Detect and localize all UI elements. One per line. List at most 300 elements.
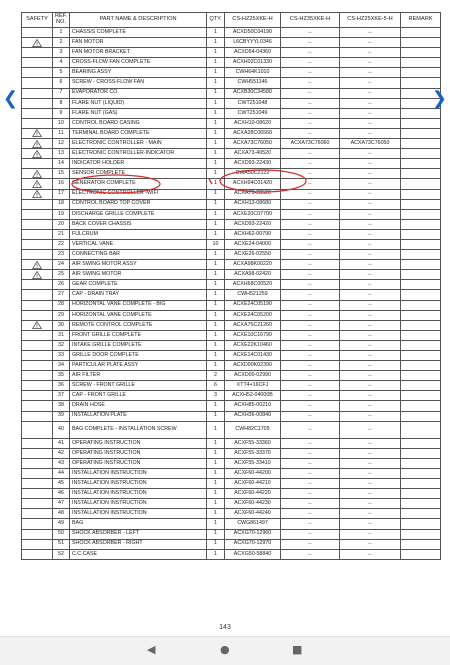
part-no-cell: ← xyxy=(281,189,340,199)
remark-cell xyxy=(401,401,441,411)
safety-cell xyxy=(22,381,53,391)
remark-cell xyxy=(401,391,441,401)
part-no-cell: ACXF60-44200 xyxy=(225,468,281,478)
part-no-cell: ← xyxy=(340,421,401,438)
part-no-cell: ← xyxy=(281,219,340,229)
remark-cell xyxy=(401,169,441,179)
ref-cell: 27 xyxy=(53,290,70,300)
table-row xyxy=(22,179,441,189)
ref-cell: 14 xyxy=(53,159,70,169)
part-no-cell: ACXA73C76060 xyxy=(281,139,340,149)
ref-cell: 37 xyxy=(53,391,70,401)
table-row xyxy=(22,448,441,458)
remark-cell xyxy=(401,280,441,290)
part-no-cell: ← xyxy=(281,421,340,438)
part-no-cell: CWH551146 xyxy=(225,78,281,88)
table-row xyxy=(22,320,441,330)
part-name-cell: HORIZONTAL VANE COMPLETE - BIG xyxy=(70,300,207,310)
safety-cell xyxy=(22,529,53,539)
safety-cell xyxy=(22,519,53,529)
ref-cell: 46 xyxy=(53,489,70,499)
part-no-cell: ACXE14C01430 xyxy=(225,351,281,361)
part-no-cell: ← xyxy=(340,48,401,58)
part-no-cell: ← xyxy=(340,209,401,219)
ref-cell: 31 xyxy=(53,330,70,340)
part-no-cell: ← xyxy=(340,199,401,209)
safety-cell xyxy=(22,310,53,320)
part-no-cell: ACXH52-04000B xyxy=(225,391,281,401)
part-name-cell: DRAIN HOSE xyxy=(70,401,207,411)
part-name-cell: SHOCK ABSORBER - LEFT xyxy=(70,529,207,539)
remark-cell xyxy=(401,411,441,421)
table-row xyxy=(22,351,441,361)
remark-cell xyxy=(401,320,441,330)
header-model-1: CS-HZ25XKE-H xyxy=(225,13,281,28)
part-name-cell: ELECTRONIC CONTROLLER -WIFI xyxy=(70,189,207,199)
part-no-cell: ← xyxy=(281,58,340,68)
remark-cell xyxy=(401,381,441,391)
system-navigation-bar xyxy=(0,636,450,665)
part-name-cell: BEARING ASSY xyxy=(70,68,207,78)
part-no-cell: ← xyxy=(281,411,340,421)
remark-cell xyxy=(401,38,441,48)
part-no-cell: ← xyxy=(340,88,401,98)
part-no-cell: ← xyxy=(340,159,401,169)
remark-cell xyxy=(401,499,441,509)
ref-cell: 8 xyxy=(53,98,70,108)
table-row xyxy=(22,411,441,421)
safety-cell xyxy=(22,320,53,330)
remark-cell xyxy=(401,448,441,458)
safety-cell xyxy=(22,58,53,68)
part-no-cell: ACXG50-58840 xyxy=(225,549,281,559)
remark-cell xyxy=(401,509,441,519)
safety-cell xyxy=(22,509,53,519)
ref-cell: 50 xyxy=(53,529,70,539)
part-no-cell: ← xyxy=(340,169,401,179)
part-name-cell: REMOTE CONTROL COMPLETE xyxy=(70,320,207,330)
ref-cell: 20 xyxy=(53,219,70,229)
qty-cell: 10 xyxy=(207,239,225,249)
ref-cell: 24 xyxy=(53,260,70,270)
part-no-cell: ACXE10C16790 xyxy=(225,330,281,340)
part-no-cell: ← xyxy=(340,411,401,421)
part-no-cell: ← xyxy=(340,458,401,468)
part-no-cell: ← xyxy=(340,438,401,448)
qty-cell: 1 xyxy=(207,128,225,138)
warning-triangle-icon xyxy=(32,151,42,157)
qty-cell: 1 xyxy=(207,499,225,509)
remark-cell xyxy=(401,468,441,478)
safety-cell xyxy=(22,411,53,421)
ref-cell: 22 xyxy=(53,239,70,249)
part-no-cell: ← xyxy=(340,330,401,340)
table-row xyxy=(22,458,441,468)
warning-triangle-icon xyxy=(32,181,42,187)
qty-cell: 1 xyxy=(207,219,225,229)
qty-cell: 1 xyxy=(207,401,225,411)
part-no-cell: ← xyxy=(281,48,340,58)
part-no-cell: ACXH10-08620 xyxy=(225,118,281,128)
part-name-cell: BAG COMPLETE - INSTALLATION SCREW xyxy=(70,421,207,438)
part-name-cell: CHASSIS COMPLETE xyxy=(70,28,207,38)
ref-cell: 52 xyxy=(53,549,70,559)
part-no-cell: ACXA28C06560 xyxy=(225,128,281,138)
safety-cell xyxy=(22,468,53,478)
table-row xyxy=(22,401,441,411)
remark-cell xyxy=(401,128,441,138)
part-no-cell: ← xyxy=(281,159,340,169)
safety-cell xyxy=(22,438,53,448)
part-name-cell: INSTALLATION PLATE xyxy=(70,411,207,421)
safety-cell xyxy=(22,549,53,559)
part-name-cell: VERTICAL VANE xyxy=(70,239,207,249)
part-no-cell: ← xyxy=(281,169,340,179)
safety-cell xyxy=(22,421,53,438)
remark-cell xyxy=(401,539,441,549)
part-no-cell: ACXA75C21260 xyxy=(225,320,281,330)
part-no-cell: ← xyxy=(340,468,401,478)
remark-cell xyxy=(401,519,441,529)
table-row xyxy=(22,98,441,108)
ref-cell: 25 xyxy=(53,270,70,280)
warning-triangle-icon xyxy=(32,323,42,329)
part-no-cell: ← xyxy=(340,128,401,138)
part-no-cell: ACXE26-02550 xyxy=(225,250,281,260)
part-no-cell: ← xyxy=(340,219,401,229)
qty-cell: 1 xyxy=(207,340,225,350)
remark-cell xyxy=(401,421,441,438)
qty-cell: 1 xyxy=(207,118,225,128)
part-no-cell: ACXG70-12970 xyxy=(225,539,281,549)
table-row xyxy=(22,128,441,138)
part-no-cell: ← xyxy=(340,310,401,320)
part-no-cell: ← xyxy=(340,28,401,38)
qty-cell: 1 xyxy=(207,351,225,361)
table-header-row xyxy=(22,13,441,28)
part-no-cell: ACXE22K10460 xyxy=(225,340,281,350)
part-no-cell: ← xyxy=(281,209,340,219)
qty-cell: 1 xyxy=(207,300,225,310)
part-no-cell: ← xyxy=(340,391,401,401)
part-no-cell: ← xyxy=(281,519,340,529)
table-row xyxy=(22,38,441,48)
ref-cell: 44 xyxy=(53,468,70,478)
part-no-cell: ← xyxy=(281,88,340,98)
part-name-cell: ELECTRONIC CONTROLLER - MAIN xyxy=(70,139,207,149)
remark-cell xyxy=(401,479,441,489)
ref-cell: 45 xyxy=(53,479,70,489)
ref-cell: 9 xyxy=(53,108,70,118)
remark-cell xyxy=(401,458,441,468)
qty-cell: 1 xyxy=(207,270,225,280)
ref-cell: 32 xyxy=(53,340,70,350)
remark-cell xyxy=(401,250,441,260)
part-no-cell: ACXH85-00210 xyxy=(225,401,281,411)
part-no-cell: ← xyxy=(281,68,340,78)
ref-cell: 40 xyxy=(53,421,70,438)
part-name-cell: EVAPORATOR CO. xyxy=(70,88,207,98)
ref-cell: 49 xyxy=(53,519,70,529)
part-name-cell: GENERATOR COMPLETE xyxy=(70,179,207,189)
part-name-cell: OPERATING INSTRUCTION xyxy=(70,458,207,468)
part-no-cell: L6CBYYYL0346 xyxy=(225,38,281,48)
part-no-cell: ACXH94C01420 xyxy=(225,179,281,189)
qty-cell: 1 xyxy=(207,458,225,468)
part-no-cell: CWH64K1010 xyxy=(225,68,281,78)
part-name-cell: SHOCK ABSORBER - RIGHT xyxy=(70,539,207,549)
table-row xyxy=(22,78,441,88)
remark-cell xyxy=(401,340,441,350)
table-row xyxy=(22,270,441,280)
part-no-cell: ACXF55-33370 xyxy=(225,448,281,458)
qty-cell: 1 xyxy=(207,320,225,330)
part-name-cell: OPERATING INSTRUCTION xyxy=(70,448,207,458)
part-no-cell: ← xyxy=(340,149,401,159)
part-no-cell: ← xyxy=(281,351,340,361)
part-no-cell: ← xyxy=(281,340,340,350)
safety-cell xyxy=(22,458,53,468)
table-row xyxy=(22,139,441,149)
part-no-cell: ← xyxy=(340,479,401,489)
part-no-cell: ← xyxy=(281,28,340,38)
part-no-cell: ACXF60-44210 xyxy=(225,479,281,489)
safety-cell xyxy=(22,98,53,108)
part-no-cell: ACXA73-28520 xyxy=(225,189,281,199)
table-row xyxy=(22,149,441,159)
ref-cell: 16 xyxy=(53,179,70,189)
chevron-left-icon[interactable]: ❮ xyxy=(3,88,19,109)
qty-cell: 1 xyxy=(207,199,225,209)
chevron-right-icon[interactable]: ❯ xyxy=(431,88,447,109)
qty-cell: 1 xyxy=(207,98,225,108)
safety-cell xyxy=(22,371,53,381)
header-remark: REMARK xyxy=(401,13,441,28)
part-no-cell: ← xyxy=(281,330,340,340)
part-name-cell: SCREW - FRONT GRILLE xyxy=(70,381,207,391)
table-row xyxy=(22,529,441,539)
remark-cell xyxy=(401,199,441,209)
qty-cell: 1 xyxy=(207,310,225,320)
part-no-cell: ← xyxy=(281,38,340,48)
part-no-cell: ACXD00-02990 xyxy=(225,371,281,381)
qty-cell: 1 xyxy=(207,539,225,549)
part-name-cell: CONTROL BOARD TOP COVER xyxy=(70,199,207,209)
part-no-cell: ACXA73-40520 xyxy=(225,149,281,159)
table-row xyxy=(22,330,441,340)
part-name-cell: FAN MOTOR BRACKET xyxy=(70,48,207,58)
home-icon[interactable]: ● xyxy=(220,643,230,656)
remark-cell xyxy=(401,300,441,310)
part-no-cell: CWA50C2122 xyxy=(225,169,281,179)
table-row xyxy=(22,290,441,300)
qty-cell: 1 xyxy=(207,68,225,78)
back-icon[interactable]: ◀ xyxy=(147,643,156,656)
qty-cell: 1 xyxy=(207,448,225,458)
ref-cell: 11 xyxy=(53,128,70,138)
remark-cell xyxy=(401,108,441,118)
safety-cell xyxy=(22,260,53,270)
qty-cell: 1 xyxy=(207,149,225,159)
safety-cell xyxy=(22,169,53,179)
part-name-cell: ELECTRONIC CONTROLLER-INDICATOR xyxy=(70,149,207,159)
safety-cell xyxy=(22,199,53,209)
part-name-cell: INSTALLATION INSTRUCTION xyxy=(70,499,207,509)
qty-cell: 1 xyxy=(207,139,225,149)
header-safety: SAFETY xyxy=(22,13,53,28)
part-no-cell: ← xyxy=(340,320,401,330)
safety-cell xyxy=(22,229,53,239)
remark-cell xyxy=(401,78,441,88)
ref-cell: 6 xyxy=(53,78,70,88)
part-no-cell: ← xyxy=(340,351,401,361)
safety-cell xyxy=(22,48,53,58)
part-no-cell: ACXF60-44220 xyxy=(225,489,281,499)
part-name-cell: BAG xyxy=(70,519,207,529)
part-name-cell: PARTICULAR PLATE ASSY xyxy=(70,361,207,371)
part-name-cell: BACK COVER CHASSIS xyxy=(70,219,207,229)
part-no-cell: CWH82C1705 xyxy=(225,421,281,438)
part-no-cell: ← xyxy=(340,300,401,310)
warning-triangle-icon xyxy=(32,191,42,197)
table-row xyxy=(22,229,441,239)
part-no-cell: ← xyxy=(281,361,340,371)
part-no-cell: ← xyxy=(340,270,401,280)
part-no-cell: ← xyxy=(340,539,401,549)
part-no-cell: ← xyxy=(281,448,340,458)
part-name-cell: CONTROL BOARD CASING xyxy=(70,118,207,128)
ref-cell: 36 xyxy=(53,381,70,391)
parts-table xyxy=(21,12,441,560)
qty-cell: 2 xyxy=(207,371,225,381)
ref-cell: 12 xyxy=(53,139,70,149)
part-no-cell: ACXD50C04190 xyxy=(225,28,281,38)
part-no-cell: ACXA98K00220 xyxy=(225,260,281,270)
part-no-cell: ACXH68C00520 xyxy=(225,280,281,290)
table-row xyxy=(22,199,441,209)
part-no-cell: ACXD90K02390 xyxy=(225,361,281,371)
safety-cell xyxy=(22,209,53,219)
part-no-cell: ← xyxy=(340,371,401,381)
part-no-cell: ACXF60-44230 xyxy=(225,499,281,509)
part-no-cell: ← xyxy=(340,260,401,270)
ref-cell: 29 xyxy=(53,310,70,320)
warning-triangle-icon xyxy=(32,171,42,177)
remark-cell xyxy=(401,529,441,539)
table-row xyxy=(22,219,441,229)
part-no-cell: ← xyxy=(340,509,401,519)
qty-cell: 1 xyxy=(207,361,225,371)
remark-cell xyxy=(401,229,441,239)
remark-cell xyxy=(401,209,441,219)
safety-cell xyxy=(22,78,53,88)
part-name-cell: DISCHARGE GRILLE COMPLETE xyxy=(70,209,207,219)
part-name-cell: HORIZONTAL VANE COMPLETE xyxy=(70,310,207,320)
safety-cell xyxy=(22,250,53,260)
table-row xyxy=(22,280,441,290)
warning-triangle-icon xyxy=(32,131,42,137)
part-no-cell: ← xyxy=(281,549,340,559)
table-row xyxy=(22,108,441,118)
qty-cell: 1 xyxy=(207,159,225,169)
part-no-cell: ← xyxy=(340,58,401,68)
recents-icon[interactable]: ■ xyxy=(292,643,303,656)
remark-cell xyxy=(401,361,441,371)
safety-cell xyxy=(22,38,53,48)
part-no-cell: ← xyxy=(340,189,401,199)
part-no-cell: ← xyxy=(281,401,340,411)
part-no-cell: ← xyxy=(281,320,340,330)
part-no-cell: ← xyxy=(281,458,340,468)
table-row xyxy=(22,28,441,38)
table-row xyxy=(22,391,441,401)
remark-cell xyxy=(401,489,441,499)
ref-cell: 2 xyxy=(53,38,70,48)
qty-cell: 1 xyxy=(207,411,225,421)
qty-cell: 1 xyxy=(207,250,225,260)
remark-cell xyxy=(401,371,441,381)
part-name-cell: CONNECTING BAR xyxy=(70,250,207,260)
part-no-cell: CWT251048 xyxy=(225,98,281,108)
part-no-cell: ← xyxy=(281,78,340,88)
part-name-cell: INDICATOR HOLDER xyxy=(70,159,207,169)
remark-cell xyxy=(401,310,441,320)
part-name-cell: TERMINAL BOARD COMPLETE xyxy=(70,128,207,138)
ref-cell: 28 xyxy=(53,300,70,310)
table-row xyxy=(22,189,441,199)
remark-cell xyxy=(401,260,441,270)
safety-cell xyxy=(22,280,53,290)
part-no-cell: ACXA73C76050 xyxy=(225,139,281,149)
ref-cell: 21 xyxy=(53,229,70,239)
ref-cell: 33 xyxy=(53,351,70,361)
safety-cell xyxy=(22,28,53,38)
part-no-cell: ACXF55-33360 xyxy=(225,438,281,448)
ref-cell: 47 xyxy=(53,499,70,509)
part-no-cell: XTT4+16CFJ xyxy=(225,381,281,391)
part-no-cell: ← xyxy=(340,280,401,290)
safety-cell xyxy=(22,489,53,499)
part-no-cell: ← xyxy=(340,381,401,391)
qty-cell: 1 xyxy=(207,108,225,118)
part-no-cell: ← xyxy=(281,310,340,320)
part-no-cell: ← xyxy=(340,549,401,559)
ref-cell: 51 xyxy=(53,539,70,549)
ref-cell: 19 xyxy=(53,209,70,219)
table-row xyxy=(22,468,441,478)
part-no-cell: ← xyxy=(281,489,340,499)
part-name-cell: INSTALLATION INSTRUCTION xyxy=(70,509,207,519)
table-row xyxy=(22,118,441,128)
qty-cell: 1 xyxy=(207,509,225,519)
qty-cell: 1 xyxy=(207,169,225,179)
ref-cell: 23 xyxy=(53,250,70,260)
part-no-cell: ACXE24C05190 xyxy=(225,300,281,310)
header-qty: QTY. xyxy=(207,13,225,28)
remark-cell xyxy=(401,330,441,340)
ref-cell: 42 xyxy=(53,448,70,458)
ref-cell: 13 xyxy=(53,149,70,159)
remark-cell xyxy=(401,159,441,169)
part-no-cell: ← xyxy=(281,479,340,489)
safety-cell xyxy=(22,401,53,411)
part-no-cell: CWH521259 xyxy=(225,290,281,300)
part-no-cell: ← xyxy=(340,108,401,118)
part-no-cell: ← xyxy=(340,250,401,260)
part-no-cell: ← xyxy=(281,118,340,128)
table-row xyxy=(22,438,441,448)
ref-cell: 17 xyxy=(53,189,70,199)
